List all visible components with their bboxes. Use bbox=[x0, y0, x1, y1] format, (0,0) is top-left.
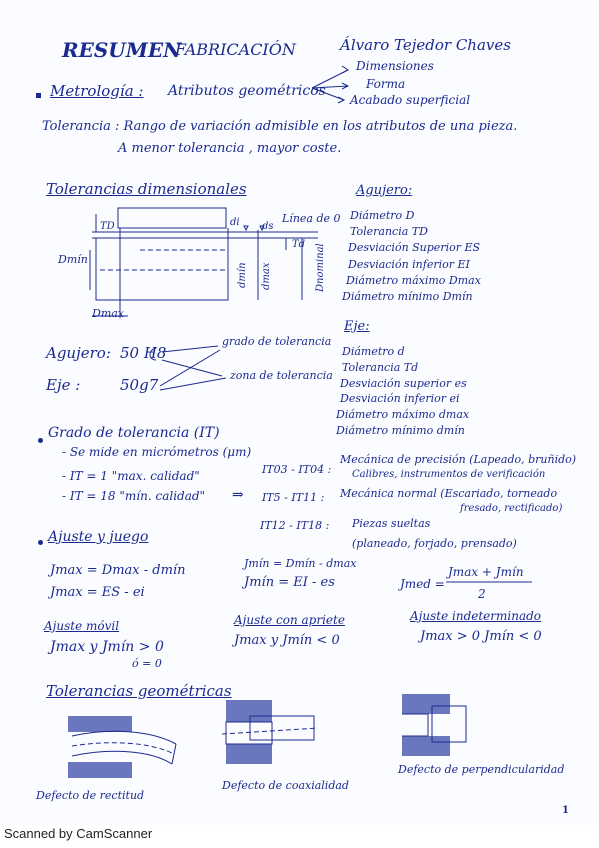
jmed-label: Jmed = bbox=[400, 577, 445, 591]
ajuste-indeterminado-title: Ajuste indeterminado bbox=[410, 609, 542, 623]
diagram-label-linea0: Línea de 0 bbox=[282, 212, 341, 225]
diagram-label-dmax-big: Dmax bbox=[92, 307, 125, 320]
scanner-watermark: Scanned by CamScanner bbox=[4, 826, 153, 841]
ajuste-indeterminado-condition: Jmax > 0 Jmín < 0 bbox=[420, 629, 542, 644]
metrologia-label: Metrología : bbox=[50, 82, 144, 100]
it-range-text2: (planeado, forjado, prensado) bbox=[352, 537, 517, 550]
eje-item: Tolerancia Td bbox=[342, 361, 419, 374]
diagram-label-di: di bbox=[230, 217, 240, 228]
jmin-formula-2: Jmín = EI - es bbox=[244, 575, 335, 590]
it-range-text2: fresado, rectificado) bbox=[460, 503, 563, 514]
implies-arrow-icon: ⇒ bbox=[232, 487, 244, 503]
coaxialidad-sketch bbox=[222, 700, 318, 764]
tolerancia-definition: Tolerancia : Rango de variación admisible en los atributos de una pieza. bbox=[42, 119, 518, 134]
diagram-label-dmax-small: dmax bbox=[261, 262, 272, 290]
agujero-title: Agujero: bbox=[356, 183, 413, 198]
ajuste-movil-condition: Jmax y Jmín > 0 bbox=[50, 639, 164, 655]
metrologia-item-forma: Forma bbox=[366, 77, 406, 91]
diagram-label-ds: ds bbox=[262, 221, 274, 232]
agujero-item: Desviación Superior ES bbox=[348, 241, 481, 254]
eje-example-value: 50g7 bbox=[120, 376, 159, 394]
eje-item: Desviación superior es bbox=[340, 377, 467, 390]
it-range-text2: Calibres, instrumentos de verificación bbox=[352, 469, 546, 480]
eje-item: Desviación inferior ei bbox=[340, 392, 460, 405]
defecto-coaxialidad-label: Defecto de coaxialidad bbox=[222, 779, 349, 792]
dimensional-diagram bbox=[90, 208, 318, 318]
diagram-label-td-eje: Td bbox=[292, 239, 306, 250]
rectitud-sketch bbox=[68, 716, 176, 778]
diagram-label-dnominal: Dnominal bbox=[315, 243, 326, 292]
jmed-denominator: 2 bbox=[478, 587, 486, 601]
agujero-item: Diámetro mínimo Dmín bbox=[342, 290, 473, 303]
agujero-example-value: 50 H8 bbox=[120, 344, 167, 362]
zona-tolerancia-note: zona de tolerancia bbox=[230, 369, 333, 382]
ajuste-movil-title: Ajuste móvil bbox=[44, 619, 120, 633]
ajuste-title: Ajuste y juego bbox=[48, 529, 149, 545]
defecto-rectitud-label: Defecto de rectitud bbox=[36, 789, 145, 802]
geometricas-title: Tolerancias geométricas bbox=[46, 682, 232, 700]
eje-example-label: Eje : bbox=[46, 376, 81, 394]
agujero-item: Tolerancia TD bbox=[350, 225, 428, 238]
defecto-perpendicularidad-label: Defecto de perpendicularidad bbox=[398, 763, 565, 776]
metrologia-item-dimensiones: Dimensiones bbox=[356, 59, 434, 73]
jmin-formula: Jmín = Dmín - dmax bbox=[244, 557, 357, 570]
ajuste-movil-condition-2: ó = 0 bbox=[132, 657, 162, 670]
agujero-item: Diámetro D bbox=[350, 209, 415, 222]
agujero-example-label: Agujero: bbox=[46, 344, 111, 362]
page-number: 1 bbox=[562, 805, 569, 816]
tolerancia-note: A menor tolerancia , mayor coste. bbox=[118, 141, 342, 156]
jmed-numerator: Jmax + Jmín bbox=[448, 565, 524, 579]
tolerance-arrows bbox=[150, 346, 226, 390]
metrologia-item-acabado: Acabado superficial bbox=[350, 93, 471, 107]
title-subject: FABRICACIÓN bbox=[175, 40, 296, 59]
ajuste-apriete-condition: Jmax y Jmín < 0 bbox=[234, 633, 340, 648]
grado-it1: - IT = 1 "max. calidad" bbox=[62, 469, 200, 483]
agujero-item: Desviación inferior EI bbox=[348, 258, 470, 271]
it-range-code: IT12 - IT18 : bbox=[260, 519, 330, 532]
title-resumen: RESUMEN bbox=[62, 38, 182, 62]
agujero-item: Diámetro máximo Dmax bbox=[346, 274, 481, 287]
author-name: Álvaro Tejedor Chaves bbox=[340, 36, 511, 54]
grado-it18: - IT = 18 "mín. calidad" bbox=[62, 489, 206, 503]
grado-tolerancia-note: grado de tolerancia bbox=[222, 335, 332, 348]
diagram-label-dmin-small: dmín bbox=[237, 262, 248, 288]
it-range-text: Piezas sueltas bbox=[352, 517, 431, 530]
jmax-formula-2: Jmax = ES - ei bbox=[50, 585, 145, 600]
it-range-text: Mecánica de precisión (Lapeado, bruñido) bbox=[340, 453, 577, 466]
grado-sub: - Se mide en micrómetros (μm) bbox=[62, 445, 252, 459]
diagram-label-td: TD bbox=[100, 221, 115, 232]
eje-item: Diámetro máximo dmax bbox=[336, 408, 470, 421]
dimensional-heading: Tolerancias dimensionales bbox=[46, 180, 247, 198]
it-range-code: IT5 - IT11 : bbox=[262, 491, 325, 504]
it-range-text: Mecánica normal (Escariado, torneado bbox=[340, 487, 558, 500]
jmax-formula: Jmax = Dmax - dmín bbox=[50, 563, 186, 578]
eje-item: Diámetro mínimo dmín bbox=[336, 424, 465, 437]
metrologia-arrows bbox=[312, 66, 348, 103]
grado-title: Grado de tolerancia (IT) bbox=[48, 425, 220, 441]
ajuste-apriete-title: Ajuste con apriete bbox=[234, 613, 345, 627]
diagram-label-dmin-big: Dmín bbox=[58, 253, 88, 266]
atributos-text: Atributos geométricos bbox=[168, 83, 326, 99]
it-range-code: IT03 - IT04 : bbox=[262, 463, 332, 476]
eje-title: Eje: bbox=[344, 319, 370, 334]
eje-item: Diámetro d bbox=[342, 345, 405, 358]
perpendicularidad-sketch bbox=[402, 694, 466, 756]
